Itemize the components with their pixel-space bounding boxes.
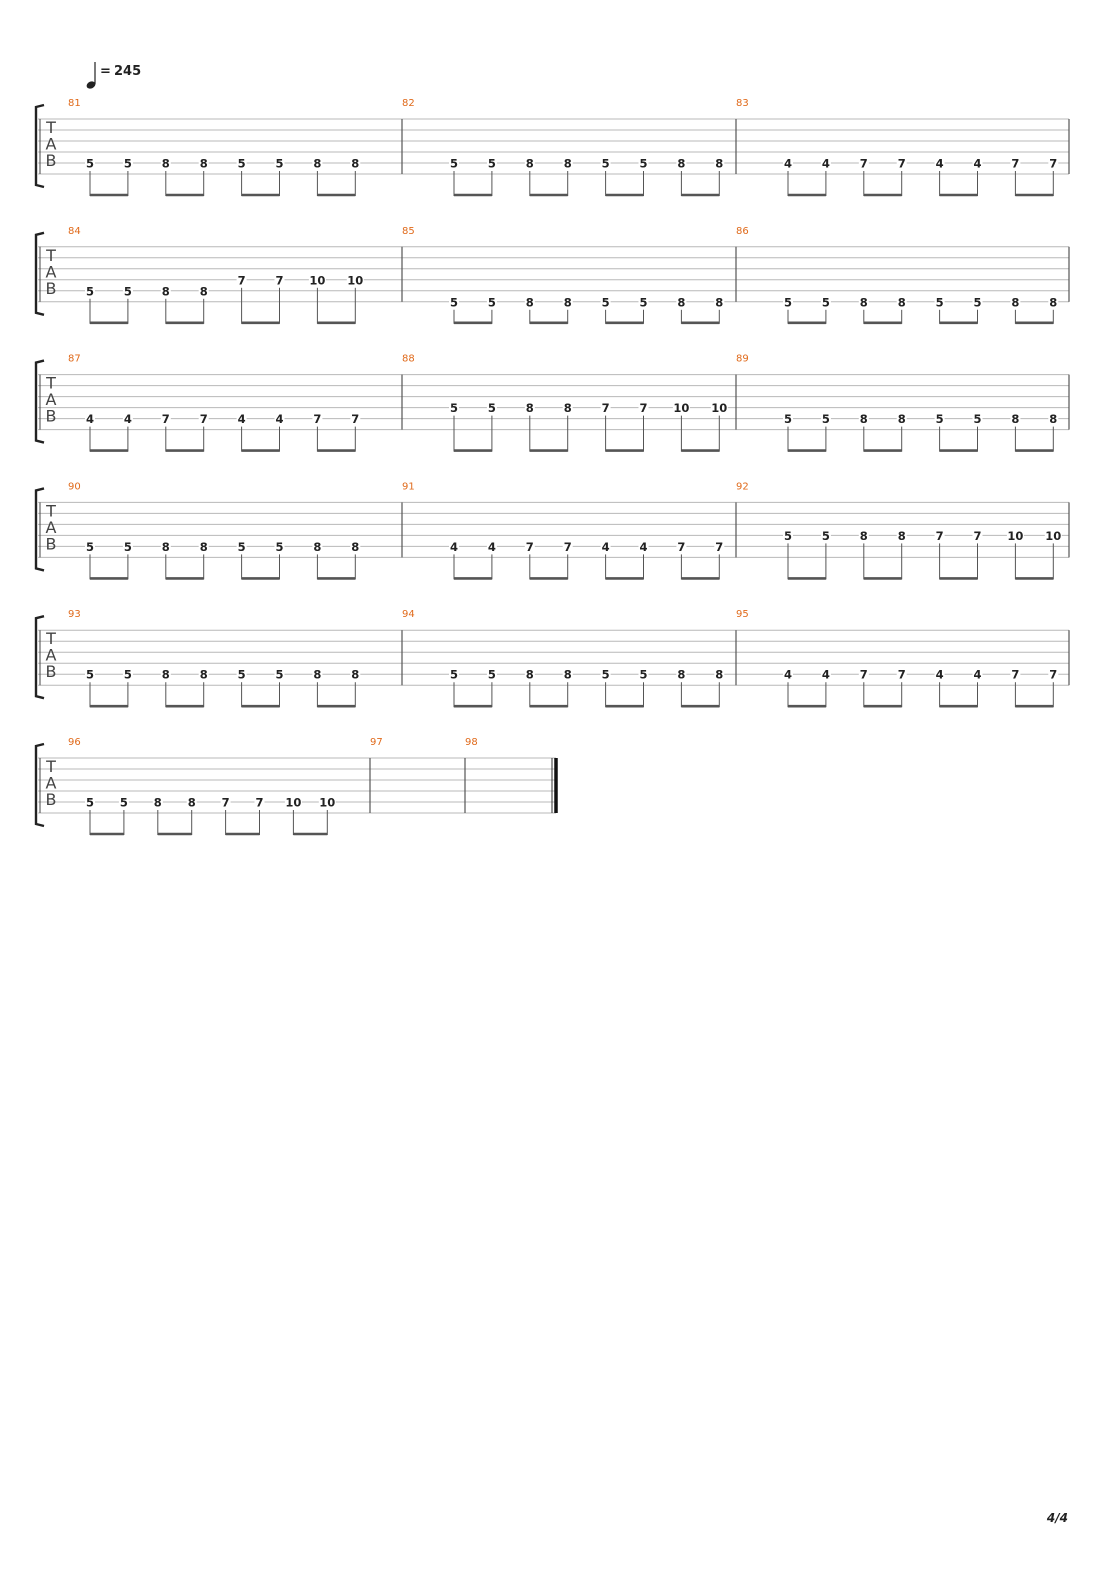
tab-clef-letter: B [45,278,57,298]
fret-number: 8 [153,795,162,810]
fret-number: 7 [715,539,724,554]
fret-number: 4 [639,539,648,554]
fret-number: 10 [319,795,336,810]
fret-number: 5 [783,295,793,310]
fret-number: 4 [783,156,793,171]
fret-number: 8 [897,295,906,310]
fret-number: 8 [351,156,360,171]
fret-number: 7 [221,795,230,810]
fret-number: 5 [935,412,944,427]
fret-number: 10 [711,401,728,416]
tab-system [36,226,1069,324]
fret-number: 5 [85,284,95,299]
fret-number: 8 [715,667,724,682]
fret-number: 5 [237,539,246,554]
fret-number: 8 [313,156,322,171]
fret-number: 10 [1045,528,1062,543]
tab-clef-letter: A [45,517,57,537]
fret-number: 7 [859,156,868,171]
measure-number: 92 [736,481,749,493]
fret-number: 8 [525,667,534,682]
fret-number: 4 [821,156,830,171]
tab-clef-letter: T [46,757,56,776]
measure-number: 85 [402,225,415,237]
tab-clef-letter: T [46,501,56,521]
measure-number: 82 [402,98,415,109]
tempo-marking [85,62,141,90]
fret-number: 4 [487,539,496,554]
fret-number: 8 [563,156,572,171]
fret-number: 5 [821,412,830,427]
fret-number: 7 [1011,667,1020,682]
page-number: 4/4 [1046,1511,1068,1525]
tab-clef-letter: T [46,629,56,649]
fret-number: 5 [85,667,95,682]
tab-clef-letter: A [45,262,57,282]
fret-number: 8 [1049,295,1058,310]
tab-system [36,354,1069,452]
fret-number: 7 [199,412,208,427]
fret-number: 5 [237,667,246,682]
fret-number: 5 [487,156,496,171]
fret-number: 8 [715,156,724,171]
fret-number: 7 [1049,667,1058,682]
fret-number: 7 [255,795,264,810]
fret-number: 7 [1011,156,1020,171]
fret-number: 4 [935,156,944,171]
fret-number: 8 [187,795,196,810]
fret-number: 7 [563,539,572,554]
fret-number: 5 [85,795,95,810]
fret-number: 5 [783,412,793,427]
fret-number: 8 [715,295,724,310]
fret-number: 8 [563,667,572,682]
fret-number: 8 [1049,412,1058,427]
tab-clef-letter: B [45,534,57,554]
measure-number: 88 [402,353,415,365]
fret-number: 5 [85,156,95,171]
fret-number: 7 [677,539,686,554]
fret-number: 8 [677,667,686,682]
tab-systems [36,98,1069,835]
fret-number: 10 [347,273,364,288]
tab-clef-letter: B [45,790,57,809]
measure-number: 87 [68,353,81,365]
fret-number: 5 [123,539,132,554]
fret-number: 7 [1049,156,1058,171]
measure-number: 93 [68,609,81,621]
fret-number: 8 [1011,295,1020,310]
fret-number: 10 [673,401,690,416]
fret-number: 8 [525,401,534,416]
fret-number: 5 [275,667,284,682]
fret-number: 8 [351,539,360,554]
fret-number: 7 [313,412,322,427]
fret-number: 10 [309,273,326,288]
fret-number: 8 [313,667,322,682]
fret-number: 4 [85,412,95,427]
fret-number: 8 [677,156,686,171]
fret-number: 8 [161,284,170,299]
fret-number: 5 [639,295,648,310]
fret-number: 8 [161,539,170,554]
measure-number: 84 [68,225,81,237]
fret-number: 8 [199,667,208,682]
fret-number: 5 [601,295,610,310]
fret-number: 4 [237,412,246,427]
tab-clef-letter: T [46,245,56,265]
fret-number: 4 [935,667,944,682]
fret-number: 5 [783,528,793,543]
fret-number: 8 [199,156,208,171]
fret-number: 8 [525,156,534,171]
fret-number: 5 [275,539,284,554]
fret-number: 7 [237,273,246,288]
tab-system [36,98,1069,196]
fret-number: 7 [525,539,534,554]
fret-number: 5 [821,528,830,543]
fret-number: 5 [821,295,830,310]
tab-clef-letter: B [45,406,57,426]
fret-number: 5 [973,295,982,310]
fret-number: 5 [639,667,648,682]
fret-number: 4 [123,412,132,427]
fret-number: 10 [285,795,302,810]
fret-number: 5 [601,156,610,171]
tempo-equals: = [100,64,111,79]
fret-number: 5 [449,156,459,171]
fret-number: 5 [449,295,459,310]
fret-number: 5 [237,156,246,171]
fret-number: 5 [123,156,132,171]
tempo-value: 245 [114,64,142,79]
tab-system [36,609,1069,707]
fret-number: 5 [119,795,128,810]
fret-number: 8 [199,284,208,299]
fret-number: 10 [1007,528,1024,543]
measure-number: 91 [402,481,415,493]
fret-number: 4 [973,667,982,682]
measure-number: 83 [736,98,749,109]
measure-number: 95 [736,609,749,621]
fret-number: 5 [487,295,496,310]
fret-number: 5 [973,412,982,427]
tab-clef-letter: A [45,390,57,410]
fret-number: 8 [859,528,868,543]
fret-number: 8 [859,295,868,310]
fret-number: 8 [897,412,906,427]
measure-number: 97 [370,737,383,748]
fret-number: 8 [677,295,686,310]
fret-number: 4 [783,667,793,682]
tab-clef-letter: T [46,118,56,137]
fret-number: 8 [859,412,868,427]
fret-number: 8 [161,667,170,682]
fret-number: 8 [1011,412,1020,427]
fret-number: 5 [935,295,944,310]
fret-number: 5 [85,539,95,554]
fret-number: 4 [601,539,610,554]
tab-system [36,481,1069,579]
tab-system [36,737,556,835]
fret-number: 5 [275,156,284,171]
fret-number: 8 [897,528,906,543]
fret-number: 7 [935,528,944,543]
fret-number: 5 [639,156,648,171]
measure-number: 90 [68,481,81,493]
fret-number: 8 [199,539,208,554]
tab-clef-letter: T [46,373,56,393]
fret-number: 7 [897,156,906,171]
tab-clef-letter: A [45,134,57,154]
measure-number: 81 [68,98,81,109]
fret-number: 8 [313,539,322,554]
fret-number: 5 [487,401,496,416]
tab-clef-letter: B [45,151,57,170]
fret-number: 5 [487,667,496,682]
fret-number: 5 [449,667,459,682]
fret-number: 7 [639,401,648,416]
fret-number: 7 [897,667,906,682]
tab-clef-letter: A [45,645,57,665]
fret-number: 4 [275,412,284,427]
fret-number: 5 [601,667,610,682]
fret-number: 5 [449,401,459,416]
fret-number: 4 [449,539,459,554]
tab-clef-letter: B [45,662,57,682]
measure-number: 89 [736,353,749,365]
measure-number: 96 [68,737,81,748]
tab-clef-letter: A [45,773,57,793]
fret-number: 8 [563,295,572,310]
measure-number: 94 [402,609,415,621]
fret-number: 7 [351,412,360,427]
fret-number: 7 [859,667,868,682]
fret-number: 8 [563,401,572,416]
fret-number: 7 [973,528,982,543]
fret-number: 5 [123,284,132,299]
fret-number: 4 [821,667,830,682]
measure-number: 86 [736,225,749,237]
fret-number: 8 [525,295,534,310]
fret-number: 7 [275,273,284,288]
measure-number: 98 [465,737,478,748]
fret-number: 8 [351,667,360,682]
fret-number: 4 [973,156,982,171]
fret-number: 8 [161,156,170,171]
fret-number: 5 [123,667,132,682]
fret-number: 7 [601,401,610,416]
fret-number: 7 [161,412,170,427]
